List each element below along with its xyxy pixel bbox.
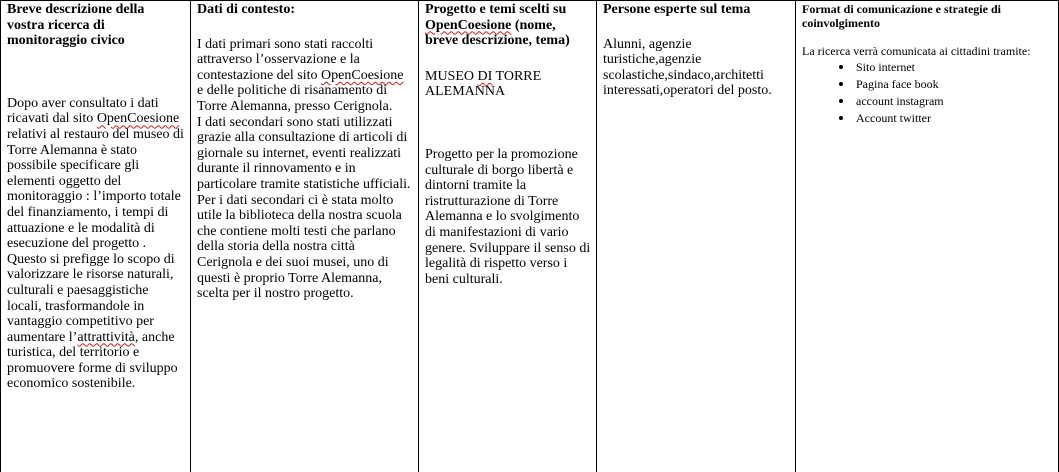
attrattivita-word: attrattività (77, 329, 135, 345)
list-item: Sito internet (856, 59, 1053, 76)
opencoesione-link[interactable]: OpenCoesione (425, 17, 512, 33)
project-description: Progetto per la promozione culturale di borgo libertà e dintorni tramite la ristrutturazione di Torre Alemanna e lo svolgimento di manifestazioni di vario genere. Sviluppare il senso di legalità di rispetto verso i beni culturali. (425, 146, 591, 287)
library-text: Per i dati secondari ci è stata molto utile la biblioteca della nostra scuola che contiene molti testi che parlano della storia della nostra città Cerignola e dei suoi musei, uno di questi è proprio Torre Alemanna, scelta per il nostro progetto. (197, 192, 402, 302)
list-item: Account twitter (856, 110, 1053, 127)
column-project-topics (419, 1, 597, 472)
list-item: Pagina face book (856, 76, 1053, 93)
column-experts (597, 1, 796, 472)
opencoesione-link[interactable]: OpenCoesione (96, 111, 180, 127)
research-description-text: Dopo aver consultato i dati ricavati dal sito OpenCoesione relativi al restauro del museo di Torre Alemanna è stato possibile specificare gli elementi oggetto del monitoraggio : l’importo totale del finanziamento, i tempi di attuazione e le modalità di esecuzione del progetto . Questo si prefigge lo scopo di valorizzare le risorse naturali, culturali e paesaggistiche locali, trasformandole in vantaggio competitivo per aumentare l’attrattività, anche turistica, del territorio e promuovere forme di sviluppo economico sostenibile. (7, 95, 184, 392)
secondary-data-text: I dati secondari sono stati utilizzati grazie alla consultazione di articoli di giornale su internet, eventi realizzati durante il rinnovamento e in particolare tramite statistiche ufficiali. (197, 114, 411, 192)
column-header-research: Breve descrizione della vostra ricerca di monitoraggio civico (7, 2, 145, 49)
column-header-experts: Persone esperte sul tema (603, 2, 751, 17)
experts-text: Alunni, agenzie turistiche,agenzie scolastiche,sindaco,architetti interessati,operatori del posto. (603, 36, 772, 99)
project-name: MUSEO DI TORRE ALEMANNA (425, 68, 542, 100)
communication-intro: La ricerca verrà comunicata ai cittadini tramite: (802, 44, 1031, 59)
column-research-description (1, 1, 191, 472)
list-item: account instagram (856, 93, 1053, 110)
column-header-context: Dati di contesto: (197, 2, 295, 17)
opencoesione-link[interactable]: OpenCoesione (321, 67, 404, 83)
column-context-data (191, 1, 419, 472)
primary-data-text: I dati primari sono stati raccolti attraverso l’osservazione e la contestazione del sito OpenCoesione e delle politiche di risanamento di Torre Alemanna, presso Cerignola. (197, 36, 404, 114)
column-header-project: Progetto e temi scelti su OpenCoesione (nome, breve descrizione, tema) (425, 2, 570, 49)
column-communication (796, 1, 1059, 472)
communication-channels-list (802, 59, 1053, 127)
column-header-communication: Format di comunicazione e strategie di coinvolgimento (802, 2, 1001, 31)
